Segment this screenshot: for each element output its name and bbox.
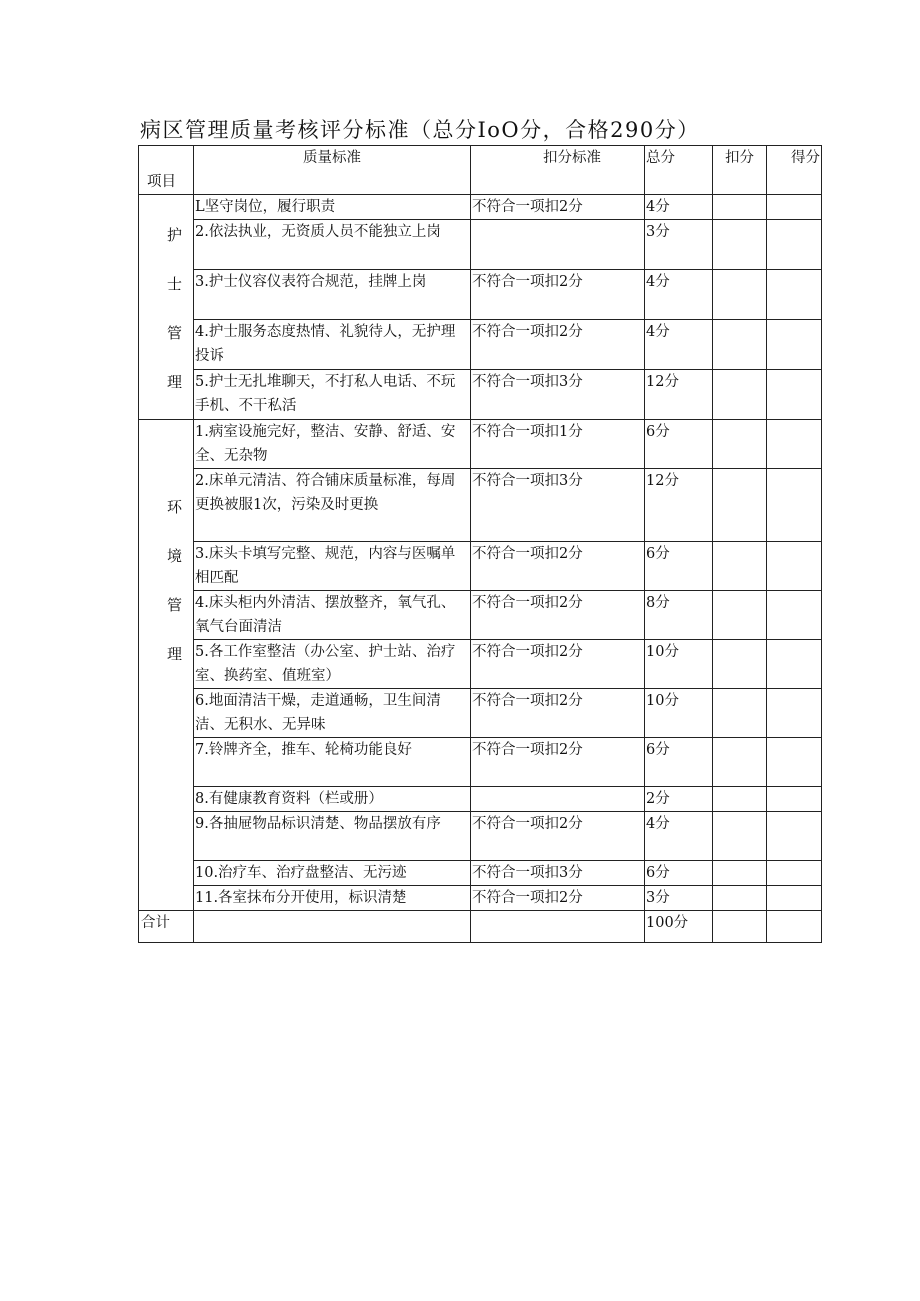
standard-cell: 1.病室设施完好，整洁、安静、舒适、安全、无杂物 — [194, 420, 471, 469]
deduct-cell[interactable] — [713, 689, 767, 738]
header-total: 总分 — [645, 146, 713, 195]
score-cell[interactable] — [767, 640, 822, 689]
standard-cell: 5.各工作室整洁（办公室、护士站、治疗室、换药室、值班室） — [194, 640, 471, 689]
category-nurse-management — [139, 195, 194, 420]
deduct-rule-cell: 不符合一项扣2分 — [471, 270, 645, 320]
deduct-cell[interactable] — [713, 640, 767, 689]
score-cell[interactable] — [767, 542, 822, 591]
points-cell: 10分 — [645, 640, 713, 689]
table-row — [139, 812, 822, 861]
table-row — [139, 220, 822, 270]
deduct-cell[interactable] — [713, 591, 767, 640]
points-cell: 12分 — [645, 469, 713, 542]
table-row — [139, 542, 822, 591]
deduct-cell[interactable] — [713, 270, 767, 320]
table-row — [139, 738, 822, 787]
score-cell[interactable] — [767, 861, 822, 886]
score-cell[interactable] — [767, 591, 822, 640]
deduct-cell[interactable] — [713, 738, 767, 787]
standard-cell: 9.各抽屉物品标识清楚、物品摆放有序 — [194, 812, 471, 861]
deduct-cell[interactable] — [713, 812, 767, 861]
score-cell[interactable] — [767, 738, 822, 787]
category-char: 管 — [166, 324, 182, 342]
score-cell[interactable] — [767, 320, 822, 370]
category-char: 理 — [166, 373, 182, 391]
score-cell[interactable] — [767, 689, 822, 738]
standard-cell: 2.依法执业，无资质人员不能独立上岗 — [194, 220, 471, 270]
deduct-cell[interactable] — [713, 320, 767, 370]
table-row — [139, 591, 822, 640]
category-char: 护 — [166, 226, 182, 244]
deduct-cell[interactable] — [713, 861, 767, 886]
standard-cell: 5.护士无扎堆聊天，不打私人电话、不玩手机、不干私活 — [194, 370, 471, 420]
total-deduct-cell[interactable] — [713, 911, 767, 943]
header-deduct: 扣分 — [713, 146, 767, 195]
table-row — [139, 886, 822, 911]
points-cell: 6分 — [645, 542, 713, 591]
standard-cell: 7.铃牌齐全，推车、轮椅功能良好 — [194, 738, 471, 787]
standard-cell: L坚守岗位，履行职责 — [194, 195, 471, 220]
scoring-table — [138, 145, 822, 943]
score-cell[interactable] — [767, 420, 822, 469]
header-project: 项目 — [139, 146, 194, 195]
deduct-rule-cell: 不符合一项扣2分 — [471, 591, 645, 640]
table-row — [139, 640, 822, 689]
points-cell: 4分 — [645, 812, 713, 861]
deduct-rule-cell: 不符合一项扣3分 — [471, 370, 645, 420]
category-char: 管 — [166, 596, 182, 614]
deduct-cell[interactable] — [713, 220, 767, 270]
deduct-cell[interactable] — [713, 469, 767, 542]
table-row — [139, 320, 822, 370]
header-deduct-rule: 扣分标准 — [471, 146, 645, 195]
score-cell[interactable] — [767, 220, 822, 270]
total-row — [139, 911, 822, 943]
header-score: 得分 — [767, 146, 822, 195]
table-row — [139, 195, 822, 220]
deduct-cell[interactable] — [713, 370, 767, 420]
score-cell[interactable] — [767, 812, 822, 861]
table-row — [139, 270, 822, 320]
points-cell: 4分 — [645, 195, 713, 220]
points-cell: 2分 — [645, 787, 713, 812]
points-cell: 6分 — [645, 861, 713, 886]
points-cell: 6分 — [645, 738, 713, 787]
deduct-rule-cell: 不符合一项扣2分 — [471, 320, 645, 370]
deduct-rule-cell — [471, 220, 645, 270]
category-char: 境 — [166, 547, 182, 565]
deduct-rule-cell: 不符合一项扣3分 — [471, 861, 645, 886]
standard-cell: 6.地面清洁干燥，走道通畅，卫生间清洁、无积水、无异味 — [194, 689, 471, 738]
category-char: 理 — [166, 645, 182, 663]
points-cell: 6分 — [645, 420, 713, 469]
deduct-rule-cell: 不符合一项扣3分 — [471, 469, 645, 542]
standard-cell: 3.床头卡填写完整、规范，内容与医嘱单相匹配 — [194, 542, 471, 591]
total-rule-cell — [471, 911, 645, 943]
score-cell[interactable] — [767, 886, 822, 911]
points-cell: 3分 — [645, 220, 713, 270]
category-char: 环 — [166, 498, 182, 516]
deduct-rule-cell: 不符合一项扣2分 — [471, 640, 645, 689]
total-points: 100分 — [645, 911, 713, 943]
standard-cell: 11.各室抹布分开使用，标识清楚 — [194, 886, 471, 911]
deduct-rule-cell: 不符合一项扣1分 — [471, 420, 645, 469]
deduct-rule-cell: 不符合一项扣2分 — [471, 542, 645, 591]
deduct-rule-cell: 不符合一项扣2分 — [471, 738, 645, 787]
deduct-rule-cell: 不符合一项扣2分 — [471, 195, 645, 220]
standard-cell: 4.护士服务态度热情、礼貌待人，无护理投诉 — [194, 320, 471, 370]
score-cell[interactable] — [767, 469, 822, 542]
total-label: 合计 — [139, 911, 194, 943]
score-cell[interactable] — [767, 787, 822, 812]
standard-cell: 4.床头柜内外清洁、摆放整齐，氧气孔、氧气台面清洁 — [194, 591, 471, 640]
deduct-cell[interactable] — [713, 787, 767, 812]
header-standard: 质量标准 — [194, 146, 471, 195]
table-row — [139, 689, 822, 738]
standard-cell: 2.床单元清洁、符合铺床质量标准，每周更换被服1次，污染及时更换 — [194, 469, 471, 542]
score-cell[interactable] — [767, 370, 822, 420]
standard-cell: 8.有健康教育资料（栏或册） — [194, 787, 471, 812]
deduct-rule-cell — [471, 787, 645, 812]
points-cell: 12分 — [645, 370, 713, 420]
deduct-rule-cell: 不符合一项扣2分 — [471, 886, 645, 911]
points-cell: 4分 — [645, 320, 713, 370]
points-cell: 8分 — [645, 591, 713, 640]
table-row — [139, 469, 822, 542]
deduct-cell[interactable] — [713, 195, 767, 220]
deduct-rule-cell: 不符合一项扣2分 — [471, 689, 645, 738]
standard-cell: 3.护士仪容仪表符合规范，挂牌上岗 — [194, 270, 471, 320]
score-cell[interactable] — [767, 270, 822, 320]
deduct-cell[interactable] — [713, 420, 767, 469]
total-score-cell[interactable] — [767, 911, 822, 943]
score-cell[interactable] — [767, 195, 822, 220]
table-row — [139, 370, 822, 420]
page-title: 病区管理质量考核评分标准（总分IoO分，合格290分） — [140, 118, 700, 142]
table-row — [139, 861, 822, 886]
header-row — [139, 146, 822, 195]
points-cell: 3分 — [645, 886, 713, 911]
category-environment-management — [139, 420, 194, 911]
deduct-cell[interactable] — [713, 886, 767, 911]
deduct-rule-cell: 不符合一项扣2分 — [471, 812, 645, 861]
table-row — [139, 787, 822, 812]
points-cell: 10分 — [645, 689, 713, 738]
category-char: 士 — [166, 275, 182, 293]
table-row — [139, 420, 822, 469]
deduct-cell[interactable] — [713, 542, 767, 591]
total-standard-cell — [194, 911, 471, 943]
standard-cell: 10.治疗车、治疗盘整洁、无污迹 — [194, 861, 471, 886]
points-cell: 4分 — [645, 270, 713, 320]
